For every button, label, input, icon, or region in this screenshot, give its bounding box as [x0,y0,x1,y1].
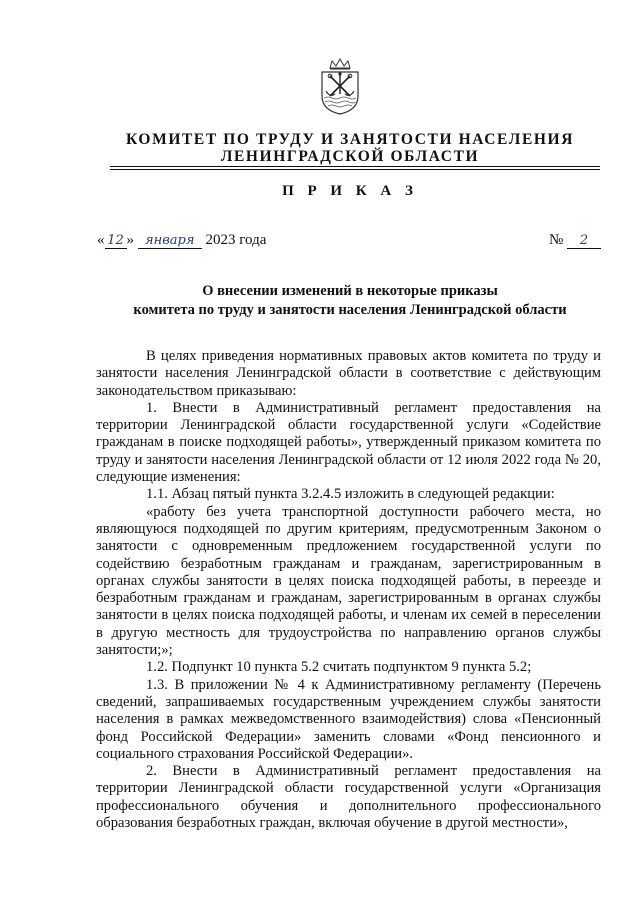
subject-line1: О внесении изменений в некоторые приказы [202,283,498,299]
subject-line2: комитета по труду и занятости населения Ленинградской области [133,302,567,318]
order-date [97,232,266,249]
paragraph-item-1-3: 1.3. В приложении № 4 к Административному регламенту (Перечень сведений, запрашиваемых государственным учреждением службы занятости населения в рамках межведомственного взаимодействия) слова «Пенсионный фонд Российской Федерации» заменить словами «Фонд пенсионного и социального страхования Российской Федерации». [96,676,601,762]
date-close-quote: » [126,232,134,248]
paragraph-item-2: 2. Внести в Административный регламент предоставления на территории Ленинградской области государственной услуги «Организация профессионального обучения и дополнительного профессионального образования безработных граждан, включая обучение в другой местности», [96,763,601,832]
paragraph-item-1: 1. Внести в Административный регламент предоставления на территории Ленинградской области государственной услуги «Содействие гражданам в поиске подходящей работы», утвержденный приказом комитета по труду и занятости населения Ленинградской области от 12 июля 2022 года № 20, следующие изменения: [96,399,601,486]
organization-name-line1: КОМИТЕТ ПО ТРУДУ И ЗАНЯТОСТИ НАСЕЛЕНИЯ [125,131,574,148]
header-divider-thin [110,169,600,170]
organization-name-line2: ЛЕНИНГРАДСКОЙ ОБЛАСТИ [220,148,480,165]
date-open-quote: « [97,232,105,248]
order-number [549,232,601,249]
paragraph-quoted-text: «работу без учета транспортной доступности рабочего места, но являющуюся подходящей по другим критериям, предусмотренным Законом о занятости с одновременным предложением государственной услуги по содействию безработным гражданам и гражданам, зарегистрированным в органах службы занятости в целях поиска подходящей работы, в переезде и безработным гражданам и гражданам, зарегистрированным в органах службы занятости в целях поиска подходящей работы, и членам их семей в переселении в другую местность для трудоустройства по направлению органов службы занятости;»; [96,503,601,659]
coat-of-arms-icon [318,58,362,116]
date-month-handwritten: января [138,234,202,249]
number-value-handwritten: 2 [567,234,601,249]
date-day-handwritten: 12 [105,234,127,249]
number-label: № [549,232,564,248]
paragraph-item-1-1: 1.1. Абзац пятый пункта 3.2.4.5 изложить в следующей редакции: [146,486,555,503]
header-divider-thick [110,166,600,167]
date-year: 2023 года [205,232,267,248]
paragraph-preamble: В целях приведения нормативных правовых актов комитета по труду и занятости населения Ленинградской области в соответствие с действующим законодательством приказываю: [96,348,601,399]
paragraph-item-1-2: 1.2. Подпункт 10 пункта 5.2 считать подпунктом 9 пункта 5.2; [146,659,532,676]
document-type-title: П Р И К А З [282,183,418,199]
order-body [96,348,601,832]
